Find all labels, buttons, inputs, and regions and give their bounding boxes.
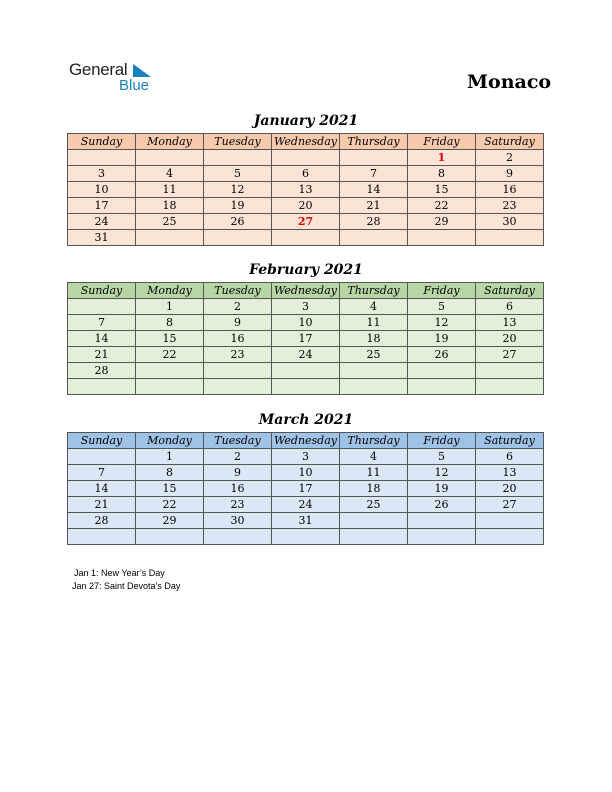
day-cell: 4 <box>136 166 204 182</box>
weekday-header: Tuesday <box>204 134 272 150</box>
day-cell: 30 <box>476 214 544 230</box>
empty-day-cell <box>408 379 476 395</box>
weekday-header: Thursday <box>340 433 408 449</box>
month-title-january: January 2021 <box>253 113 359 129</box>
day-cell: 26 <box>408 347 476 363</box>
day-cell: 22 <box>136 497 204 513</box>
day-cell: 2 <box>476 150 544 166</box>
weekday-header: Monday <box>136 283 204 299</box>
day-cell: 26 <box>204 214 272 230</box>
holiday-note: Jan 27: Saint Devota’s Day <box>72 581 181 591</box>
day-cell: 30 <box>204 513 272 529</box>
empty-day-cell <box>272 529 340 545</box>
day-cell: 18 <box>136 198 204 214</box>
weekday-header: Saturday <box>476 433 544 449</box>
week-row <box>68 315 544 331</box>
empty-day-cell <box>136 363 204 379</box>
empty-day-cell <box>272 363 340 379</box>
empty-day-cell <box>476 513 544 529</box>
weekday-header: Friday <box>408 283 476 299</box>
weekday-header-row <box>68 134 544 150</box>
day-cell: 8 <box>136 465 204 481</box>
day-cell: 18 <box>340 481 408 497</box>
empty-day-cell <box>136 150 204 166</box>
weekday-header: Friday <box>408 134 476 150</box>
empty-day-cell <box>408 513 476 529</box>
holiday-note: Jan 1: New Year’s Day <box>74 568 165 578</box>
week-row <box>68 481 544 497</box>
day-cell: 7 <box>68 315 136 331</box>
day-cell: 14 <box>68 481 136 497</box>
day-cell: 6 <box>476 299 544 315</box>
day-cell: 13 <box>476 315 544 331</box>
week-row <box>68 379 544 395</box>
day-cell: 12 <box>408 465 476 481</box>
empty-day-cell <box>272 230 340 246</box>
day-cell: 6 <box>272 166 340 182</box>
week-row <box>68 513 544 529</box>
weekday-header: Sunday <box>68 134 136 150</box>
day-cell: 23 <box>204 497 272 513</box>
weekday-header: Friday <box>408 433 476 449</box>
weekday-header: Thursday <box>340 134 408 150</box>
empty-day-cell <box>204 230 272 246</box>
day-cell: 16 <box>204 481 272 497</box>
day-cell: 23 <box>476 198 544 214</box>
day-cell: 28 <box>68 363 136 379</box>
empty-day-cell <box>340 529 408 545</box>
day-cell: 15 <box>408 182 476 198</box>
day-cell: 4 <box>340 299 408 315</box>
day-cell: 9 <box>204 465 272 481</box>
day-cell: 2 <box>204 299 272 315</box>
day-cell: 21 <box>340 198 408 214</box>
empty-day-cell <box>204 363 272 379</box>
empty-day-cell <box>136 379 204 395</box>
week-row <box>68 182 544 198</box>
day-cell: 17 <box>68 198 136 214</box>
day-cell: 9 <box>476 166 544 182</box>
day-cell: 22 <box>408 198 476 214</box>
empty-day-cell <box>68 529 136 545</box>
day-cell: 5 <box>408 449 476 465</box>
day-cell: 3 <box>272 299 340 315</box>
week-row <box>68 497 544 513</box>
day-cell: 16 <box>476 182 544 198</box>
day-cell: 19 <box>204 198 272 214</box>
day-cell: 18 <box>340 331 408 347</box>
day-cell: 3 <box>272 449 340 465</box>
day-cell: 5 <box>408 299 476 315</box>
day-cell: 10 <box>68 182 136 198</box>
week-row <box>68 214 544 230</box>
day-cell: 20 <box>476 481 544 497</box>
day-cell: 21 <box>68 497 136 513</box>
empty-day-cell <box>340 513 408 529</box>
empty-day-cell <box>272 150 340 166</box>
day-cell: 23 <box>204 347 272 363</box>
empty-day-cell <box>204 150 272 166</box>
empty-day-cell <box>476 379 544 395</box>
empty-day-cell <box>136 529 204 545</box>
logo-triangle-icon <box>133 64 151 78</box>
day-cell: 27 <box>272 214 340 230</box>
empty-day-cell <box>204 529 272 545</box>
empty-day-cell <box>408 529 476 545</box>
day-cell: 15 <box>136 331 204 347</box>
day-cell: 1 <box>136 449 204 465</box>
day-cell: 1 <box>136 299 204 315</box>
weekday-header: Sunday <box>68 283 136 299</box>
day-cell: 25 <box>340 497 408 513</box>
calendar-march <box>67 432 544 545</box>
empty-day-cell <box>68 150 136 166</box>
empty-day-cell <box>68 449 136 465</box>
empty-day-cell <box>68 299 136 315</box>
day-cell: 8 <box>136 315 204 331</box>
day-cell: 3 <box>68 166 136 182</box>
day-cell: 7 <box>340 166 408 182</box>
weekday-header: Monday <box>136 433 204 449</box>
day-cell: 5 <box>204 166 272 182</box>
calendar-february <box>67 282 544 395</box>
day-cell: 1 <box>408 150 476 166</box>
day-cell: 10 <box>272 465 340 481</box>
day-cell: 21 <box>68 347 136 363</box>
empty-day-cell <box>204 379 272 395</box>
weekday-header: Saturday <box>476 283 544 299</box>
day-cell: 17 <box>272 481 340 497</box>
empty-day-cell <box>68 379 136 395</box>
week-row <box>68 299 544 315</box>
day-cell: 6 <box>476 449 544 465</box>
day-cell: 14 <box>340 182 408 198</box>
week-row <box>68 465 544 481</box>
weekday-header-row <box>68 283 544 299</box>
empty-day-cell <box>340 363 408 379</box>
day-cell: 29 <box>136 513 204 529</box>
day-cell: 28 <box>68 513 136 529</box>
weekday-header-row <box>68 433 544 449</box>
day-cell: 25 <box>340 347 408 363</box>
day-cell: 24 <box>272 497 340 513</box>
day-cell: 24 <box>272 347 340 363</box>
weekday-header: Tuesday <box>204 283 272 299</box>
day-cell: 4 <box>340 449 408 465</box>
week-row <box>68 331 544 347</box>
day-cell: 12 <box>204 182 272 198</box>
day-cell: 10 <box>272 315 340 331</box>
day-cell: 25 <box>136 214 204 230</box>
brand-logo <box>69 60 159 96</box>
weekday-header: Thursday <box>340 283 408 299</box>
logo-text-blue: Blue <box>119 77 150 94</box>
day-cell: 9 <box>204 315 272 331</box>
day-cell: 14 <box>68 331 136 347</box>
week-row <box>68 529 544 545</box>
week-row <box>68 150 544 166</box>
day-cell: 22 <box>136 347 204 363</box>
day-cell: 24 <box>68 214 136 230</box>
day-cell: 11 <box>340 315 408 331</box>
day-cell: 27 <box>476 347 544 363</box>
week-row <box>68 166 544 182</box>
empty-day-cell <box>340 379 408 395</box>
empty-day-cell <box>136 230 204 246</box>
weekday-header: Sunday <box>68 433 136 449</box>
week-row <box>68 230 544 246</box>
day-cell: 20 <box>272 198 340 214</box>
day-cell: 27 <box>476 497 544 513</box>
empty-day-cell <box>476 363 544 379</box>
empty-day-cell <box>272 379 340 395</box>
week-row <box>68 363 544 379</box>
day-cell: 2 <box>204 449 272 465</box>
empty-day-cell <box>408 363 476 379</box>
day-cell: 19 <box>408 331 476 347</box>
country-title: Monaco <box>467 71 552 93</box>
day-cell: 19 <box>408 481 476 497</box>
weekday-header: Wednesday <box>272 134 340 150</box>
day-cell: 11 <box>340 465 408 481</box>
day-cell: 8 <box>408 166 476 182</box>
logo-text-general: General <box>69 60 128 79</box>
day-cell: 13 <box>476 465 544 481</box>
week-row <box>68 198 544 214</box>
weekday-header: Monday <box>136 134 204 150</box>
week-row <box>68 347 544 363</box>
day-cell: 11 <box>136 182 204 198</box>
day-cell: 15 <box>136 481 204 497</box>
day-cell: 20 <box>476 331 544 347</box>
weekday-header: Tuesday <box>204 433 272 449</box>
day-cell: 31 <box>272 513 340 529</box>
day-cell: 29 <box>408 214 476 230</box>
weekday-header: Wednesday <box>272 283 340 299</box>
day-cell: 26 <box>408 497 476 513</box>
weekday-header: Saturday <box>476 134 544 150</box>
empty-day-cell <box>476 230 544 246</box>
day-cell: 7 <box>68 465 136 481</box>
day-cell: 31 <box>68 230 136 246</box>
day-cell: 16 <box>204 331 272 347</box>
day-cell: 28 <box>340 214 408 230</box>
day-cell: 13 <box>272 182 340 198</box>
empty-day-cell <box>340 230 408 246</box>
month-title-february: February 2021 <box>249 262 363 278</box>
day-cell: 17 <box>272 331 340 347</box>
empty-day-cell <box>476 529 544 545</box>
month-title-march: March 2021 <box>258 412 354 428</box>
holiday-notes <box>74 567 180 593</box>
calendar-january <box>67 133 544 246</box>
day-cell: 12 <box>408 315 476 331</box>
weekday-header: Wednesday <box>272 433 340 449</box>
empty-day-cell <box>340 150 408 166</box>
week-row <box>68 449 544 465</box>
empty-day-cell <box>408 230 476 246</box>
